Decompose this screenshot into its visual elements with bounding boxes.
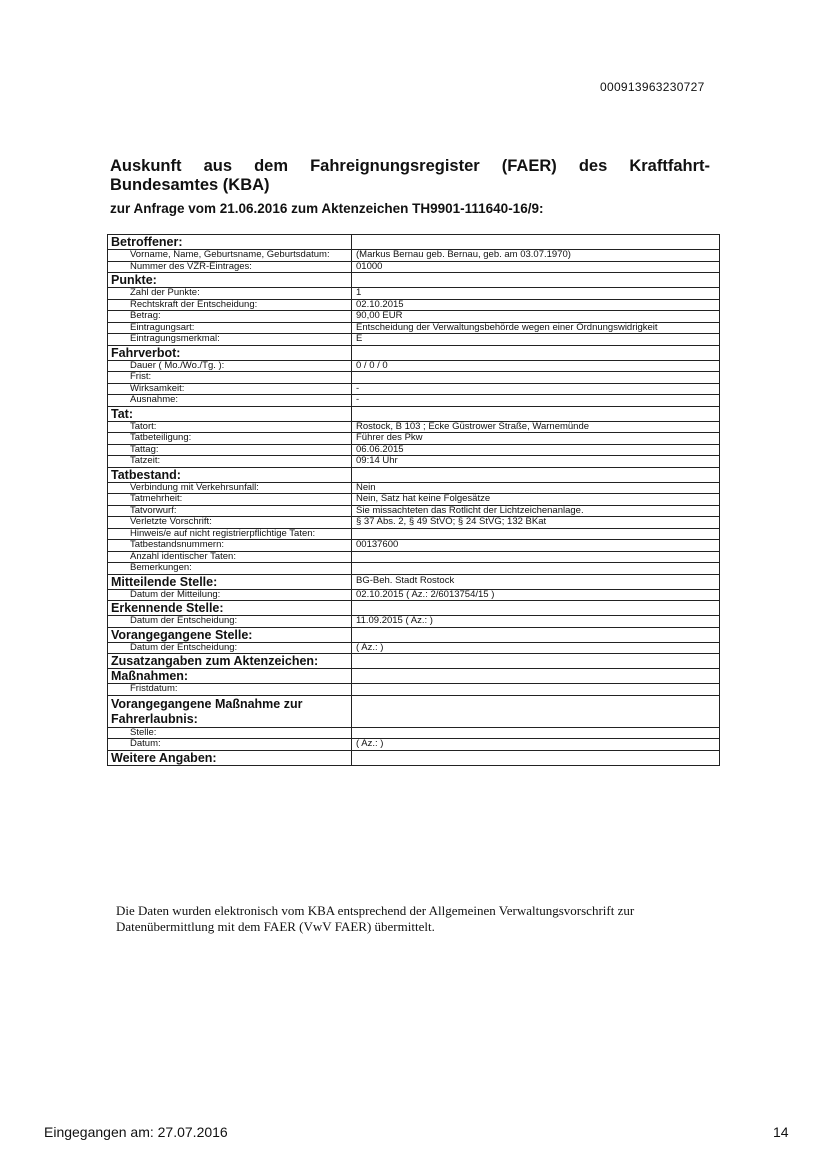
field-value [352, 654, 720, 669]
field-value: ( Az.: ) [352, 642, 720, 654]
field-row [108, 505, 720, 517]
page-subtitle: zur Anfrage vom 21.06.2016 zum Aktenzeichen TH9901-111640-16/9: [110, 201, 544, 216]
section-heading: Betroffener: [108, 235, 352, 250]
field-row [108, 684, 720, 696]
field-value: ( Az.: ) [352, 739, 720, 751]
field-row [108, 727, 720, 739]
field-value: (Markus Bernau geb. Bernau, geb. am 03.07.1970) [352, 250, 720, 262]
field-label: Wirksamkeit: [108, 383, 352, 395]
field-value: 06.06.2015 [352, 444, 720, 456]
field-label: Tatmehrheit: [108, 494, 352, 506]
field-value [352, 551, 720, 563]
field-value [352, 345, 720, 360]
field-row [108, 739, 720, 751]
field-label: Eintragungsmerkmal: [108, 334, 352, 346]
field-row [108, 494, 720, 506]
field-value [352, 467, 720, 482]
field-value: Führer des Pkw [352, 433, 720, 445]
section-heading: Weitere Angaben: [108, 750, 352, 765]
field-label: Tatzeit: [108, 456, 352, 468]
field-label: Bemerkungen: [108, 563, 352, 575]
field-value: 02.10.2015 [352, 299, 720, 311]
field-row [108, 551, 720, 563]
field-value: 11.09.2015 ( Az.: ) [352, 616, 720, 628]
field-label: Datum der Mitteilung: [108, 589, 352, 601]
field-row [108, 322, 720, 334]
field-value [352, 750, 720, 765]
field-value [352, 273, 720, 288]
field-label: Dauer ( Mo./Wo./Tg. ): [108, 360, 352, 372]
field-row [108, 421, 720, 433]
field-label: Datum der Entscheidung: [108, 616, 352, 628]
field-value [352, 235, 720, 250]
field-label: Tatbeteiligung: [108, 433, 352, 445]
section-heading: Vorangegangene Stelle: [108, 627, 352, 642]
field-row [108, 261, 720, 273]
field-row [108, 299, 720, 311]
field-row [108, 311, 720, 323]
field-label: Hinweis/e auf nicht registrierpflichtige Taten: [108, 528, 352, 540]
field-value [352, 528, 720, 540]
field-row [108, 540, 720, 552]
field-label: Zahl der Punkte: [108, 288, 352, 300]
section-row [108, 345, 720, 360]
field-row [108, 589, 720, 601]
field-label: Datum: [108, 739, 352, 751]
register-table-body [108, 235, 720, 766]
field-label: Vorname, Name, Geburtsname, Geburtsdatum: [108, 250, 352, 262]
section-row [108, 601, 720, 616]
field-value [352, 627, 720, 642]
field-value [352, 727, 720, 739]
field-label: Tattag: [108, 444, 352, 456]
field-value: 0 / 0 / 0 [352, 360, 720, 372]
field-label: Stelle: [108, 727, 352, 739]
field-label: Tatort: [108, 421, 352, 433]
field-row [108, 563, 720, 575]
field-label: Eintragungsart: [108, 322, 352, 334]
section-heading: Maßnahmen: [108, 669, 352, 684]
field-row [108, 360, 720, 372]
field-label: Rechtskraft der Entscheidung: [108, 299, 352, 311]
page-title: Auskunft aus dem Fahreignungsregister (FAER) des Kraftfahrt-Bundesamtes (KBA) [110, 157, 710, 194]
field-row [108, 334, 720, 346]
register-table [107, 234, 720, 766]
field-row [108, 456, 720, 468]
field-row [108, 250, 720, 262]
field-row [108, 642, 720, 654]
field-row [108, 288, 720, 300]
field-value: Sie missachteten das Rotlicht der Lichtzeichenanlage. [352, 505, 720, 517]
section-row [108, 695, 720, 727]
received-date: Eingegangen am: 27.07.2016 [44, 1124, 228, 1140]
field-row [108, 616, 720, 628]
field-value [352, 563, 720, 575]
section-heading: Punkte: [108, 273, 352, 288]
field-value: 90,00 EUR [352, 311, 720, 323]
field-value: Rostock, B 103 ; Ecke Güstrower Straße, Warnemünde [352, 421, 720, 433]
section-row [108, 467, 720, 482]
field-label: Verletzte Vorschrift: [108, 517, 352, 529]
section-row [108, 235, 720, 250]
section-heading: Mitteilende Stelle: [108, 574, 352, 589]
document-number: 000913963230727 [600, 80, 705, 94]
field-value: 09:14 Uhr [352, 456, 720, 468]
field-value: Entscheidung der Verwaltungsbehörde wegen einer Ordnungswidrigkeit [352, 322, 720, 334]
field-value: 00137600 [352, 540, 720, 552]
field-value: E [352, 334, 720, 346]
field-label: Betrag: [108, 311, 352, 323]
field-label: Fristdatum: [108, 684, 352, 696]
field-value: Nein [352, 482, 720, 494]
field-value [352, 669, 720, 684]
field-value: § 37 Abs. 2, § 49 StVO; § 24 StVG; 132 BKat [352, 517, 720, 529]
field-value: BG-Beh. Stadt Rostock [352, 574, 720, 589]
section-row [108, 574, 720, 589]
field-label: Frist: [108, 372, 352, 384]
section-row [108, 627, 720, 642]
section-heading: Erkennende Stelle: [108, 601, 352, 616]
section-heading: Tat: [108, 406, 352, 421]
field-value [352, 372, 720, 384]
field-value [352, 601, 720, 616]
field-value: Nein, Satz hat keine Folgesätze [352, 494, 720, 506]
field-row [108, 372, 720, 384]
section-heading: Fahrverbot: [108, 345, 352, 360]
field-row [108, 482, 720, 494]
section-heading: Zusatzangaben zum Aktenzeichen: [108, 654, 352, 669]
field-value: - [352, 383, 720, 395]
section-heading: Tatbestand: [108, 467, 352, 482]
field-row [108, 433, 720, 445]
field-value [352, 695, 720, 727]
field-value [352, 406, 720, 421]
field-label: Verbindung mit Verkehrsunfall: [108, 482, 352, 494]
field-row [108, 444, 720, 456]
field-label: Datum der Entscheidung: [108, 642, 352, 654]
field-value: 02.10.2015 ( Az.: 2/6013754/15 ) [352, 589, 720, 601]
field-label: Ausnahme: [108, 395, 352, 407]
section-row [108, 654, 720, 669]
field-label: Nummer des VZR-Eintrages: [108, 261, 352, 273]
field-label: Anzahl identischer Taten: [108, 551, 352, 563]
field-value: 01000 [352, 261, 720, 273]
section-row [108, 669, 720, 684]
field-label: Tatbestandsnummern: [108, 540, 352, 552]
section-row [108, 750, 720, 765]
footnote: Die Daten wurden elektronisch vom KBA entsprechend der Allgemeinen Verwaltungsvorschrift zur Datenübermittlung mit dem FAER (VwV FAER) übermittelt. [116, 903, 635, 934]
field-value: - [352, 395, 720, 407]
field-value [352, 684, 720, 696]
section-heading: Vorangegangene Maßnahme zur Fahrerlaubnis: [108, 695, 352, 727]
field-row [108, 517, 720, 529]
field-row [108, 528, 720, 540]
field-row [108, 395, 720, 407]
field-row [108, 383, 720, 395]
page-number: 14 [773, 1124, 789, 1140]
field-value: 1 [352, 288, 720, 300]
field-label: Tatvorwurf: [108, 505, 352, 517]
section-row [108, 406, 720, 421]
section-row [108, 273, 720, 288]
